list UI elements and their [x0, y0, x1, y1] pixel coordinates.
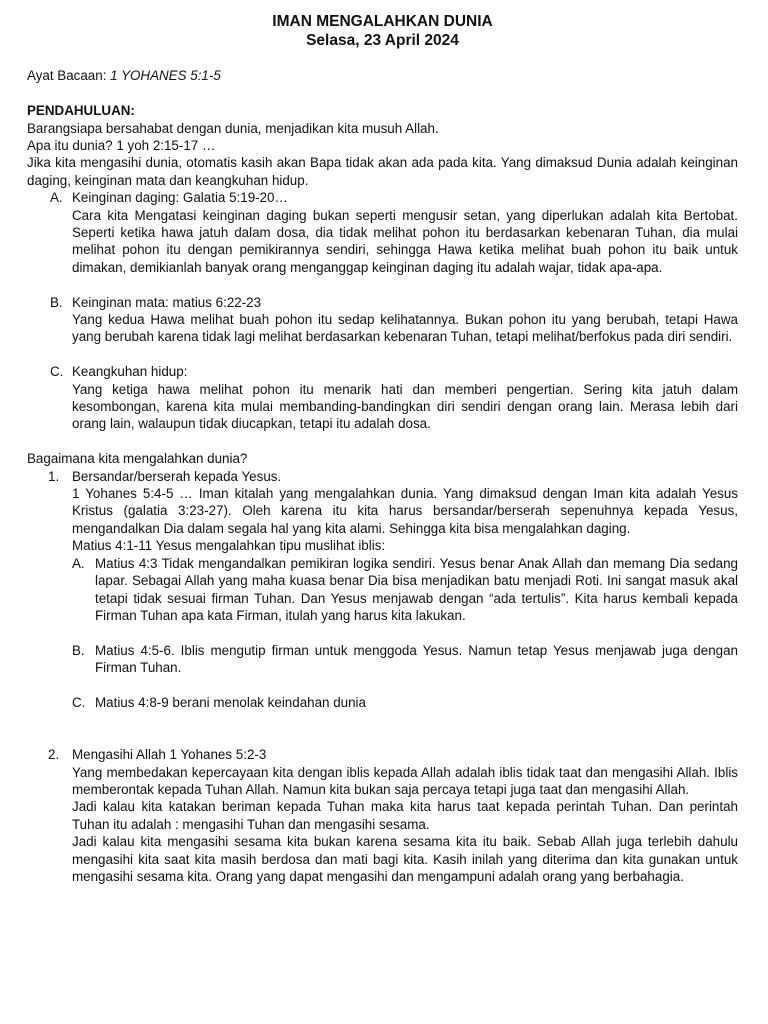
document-date: Selasa, 23 April 2024 [306, 32, 459, 49]
intro-line-3: Jika kita mengasihi dunia, otomatis kasih akan Bapa tidak akan ada pada kita. Yang dimaksud Dunia adalah keinginan daging, keinginan mata dan keangkuhan hidup. [27, 155, 738, 188]
intro-item-a [27, 189, 738, 206]
point-label: Bersandar/berserah kepada Yesus. [72, 468, 282, 484]
sub-item-text: Matius 4:3 Tidak mengandalkan pemikiran logika sendiri. Yesus benar Anak Allah dan memang Dia sedang lapar. Sebagai Allah yang maha kuasa benar Dia bisa menjadikan batu menjadi Roti. Ini sangat masuk akal tetapi tidak sesuai firman Tuhan. Dan Yesus menjawab dengan “ada tertulis”. Kita harus kembali kepada Firman Tuhan apa kata Firman, itulah yang harus kita lakukan. [95, 555, 738, 623]
intro-item-label: Keinginan mata: matius 6:22-23 [72, 294, 262, 310]
sub-item-marker: B. [72, 642, 85, 658]
intro-line-1: Barangsiapa bersahabat dengan dunia, menjadikan kita musuh Allah. [27, 120, 439, 136]
sub-item-text: Matius 4:5-6. Iblis mengutip firman untuk menggoda Yesus. Namun tetap Yesus menjawab juga dengan Firman Tuhan. [95, 642, 738, 676]
sub-item-text: Matius 4:8-9 berani menolak keindahan dunia [95, 694, 366, 710]
point-sub-intro: Matius 4:1-11 Yesus mengalahkan tipu muslihat iblis: [72, 538, 386, 554]
intro-heading: PENDAHULUAN: [27, 103, 135, 119]
intro-item-body: Cara kita Mengatasi keinginan daging bukan seperti mengusir setan, yang diperlukan adalah kita Bertobat. Seperti ketika hawa jatuh dalam dosa, dia tidak melihat pohon itu berdasarkan kebenaran Tuhan, dia mulai melihat pohon itu dengan pemikirannya sendiri, sehingga Hawa ketika melihat buah pohon itu baik untuk dimakan, demikianlah banyak orang menganggap keinginan daging itu adalah wajar, tidak apa-apa. [72, 207, 738, 275]
intro-item-marker: C. [50, 364, 64, 380]
intro-item-c [27, 363, 738, 380]
point-2 [27, 746, 738, 763]
document-title: IMAN MENGALAHKAN DUNIA [272, 13, 493, 30]
sub-item-b [72, 642, 738, 677]
reading-label: Ayat Bacaan: [27, 68, 111, 84]
sub-item-c [72, 694, 738, 711]
point-label: Mengasihi Allah 1 Yohanes 5:2-3 [72, 747, 267, 763]
point-body: 1 Yohanes 5:4-5 … Iman kitalah yang mengalahkan dunia. Yang dimaksud dengan Iman kita adalah Yesus Kristus (galatia 3:23-27). Oleh karena itu kita harus bersandar/berserah sepenuhnya kepada Yesus, mengandalkan Dia dalam segala hal yang kita alami. Sehingga kita bisa mengalahkan daging. [72, 486, 738, 536]
point-paragraph: Jadi kalau kita mengasihi sesama kita bukan karena sesama kita itu baik. Sebab Allah juga terlebih dahulu mengasihi kita saat kita masih berdosa dan mati bagi kita. Kasih inilah yang diterima dan kita gunakan untuk mengasihi sesama kita. Orang yang dapat mengasihi dan mengampuni adalah orang yang berbahagia. [72, 834, 738, 884]
point-paragraph: Jadi kalau kita katakan beriman kepada Tuhan maka kita harus taat kepada perintah Tuhan. Dan perintah Tuhan itu adalah : mengasihi Tuhan dan mengasihi sesama. [72, 799, 738, 832]
sub-item-marker: C. [72, 694, 86, 710]
intro-item-body: Yang ketiga hawa melihat pohon itu menarik hati dan memberi pengertian. Sering kita jatuh dalam kesombongan, karena kita mulai membanding-bandingkan diri sendiri dengan orang lain. Merasa lebih dari orang lain, walaupun tidak diucapkan, tetapi itu adalah dosa. [72, 381, 738, 432]
intro-line-2: Apa itu dunia? 1 yoh 2:15-17 … [27, 138, 216, 153]
intro-item-body: Yang kedua Hawa melihat buah pohon itu sedap kelihatannya. Bukan pohon itu yang berubah, tetapi Hawa yang berubah karena tidak lagi melihat berdasarkan kebenaran Tuhan, tetapi melihat/berfokus pada diri sendiri. [72, 312, 738, 345]
point-1 [27, 468, 738, 485]
intro-item-label: Keangkuhan hidup: [72, 364, 188, 380]
intro-item-b [27, 294, 738, 311]
intro-item-marker: B. [50, 294, 63, 310]
point-marker: 1. [48, 468, 60, 484]
point-marker: 2. [48, 747, 60, 763]
intro-item-marker: A. [50, 190, 63, 206]
point-paragraph: Yang membedakan kepercayaan kita dengan iblis kepada Allah adalah iblis tidak taat dan mengasihi Allah. Iblis memberontak kepada Tuhan Allah. Namun kita bukan saja percaya tetapi juga taat dan mengasihi Allah. [72, 764, 738, 797]
intro-item-label: Keinginan daging: Galatia 5:19-20… [72, 190, 288, 206]
reading-line [27, 67, 738, 84]
sub-item-marker: A. [72, 555, 85, 571]
reading-ref: 1 YOHANES 5:1-5 [110, 68, 221, 84]
sub-item-a [72, 555, 738, 625]
sub-list [27, 555, 738, 712]
question-line: Bagaimana kita mengalahkan dunia? [27, 451, 248, 467]
